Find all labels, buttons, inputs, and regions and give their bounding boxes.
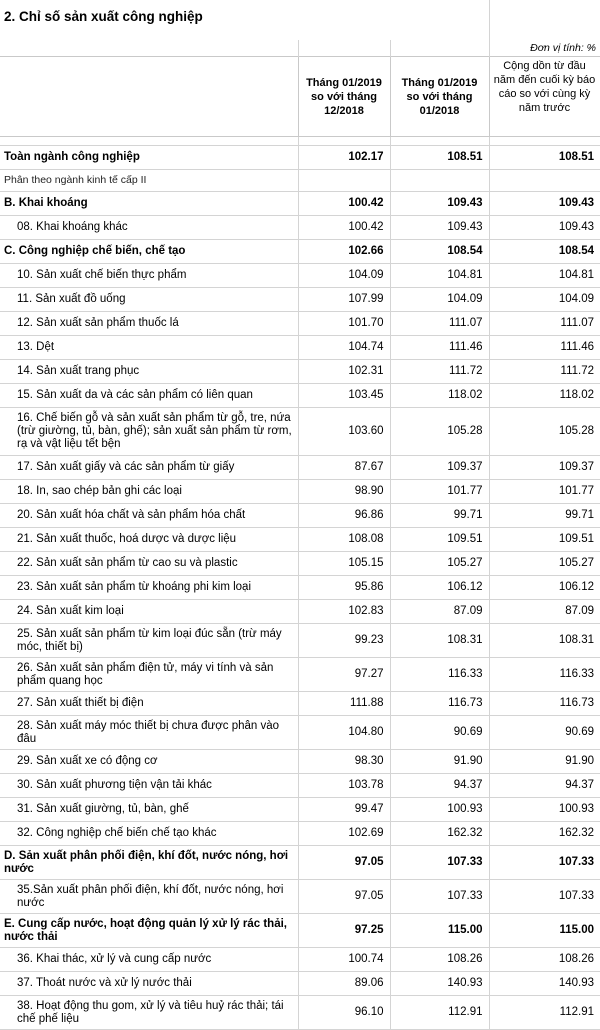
value-month-vs-prev-month xyxy=(298,170,390,192)
row-label: 29. Sản xuất xe có động cơ xyxy=(0,750,298,774)
table-row xyxy=(0,914,600,948)
row-label: 21. Sản xuất thuốc, hoá dược và dược liệu xyxy=(0,528,298,552)
value-cumulative: 101.77 xyxy=(489,480,600,504)
value-month-vs-same-month: 105.28 xyxy=(390,408,489,456)
table-row xyxy=(0,170,600,192)
value-cumulative: 109.43 xyxy=(489,192,600,216)
value-month-vs-prev-month: 103.78 xyxy=(298,774,390,798)
row-label: 24. Sản xuất kim loại xyxy=(0,600,298,624)
value-month-vs-same-month: 105.27 xyxy=(390,552,489,576)
table-row xyxy=(0,624,600,658)
row-label: 37. Thoát nước và xử lý nước thải xyxy=(0,972,298,996)
row-label: 26. Sản xuất sản phẩm điện tử, máy vi tính và sản phẩm quang học xyxy=(0,658,298,692)
value-cumulative: 116.73 xyxy=(489,692,600,716)
table-row xyxy=(0,240,600,264)
row-label: 30. Sản xuất phương tiện vận tải khác xyxy=(0,774,298,798)
value-month-vs-prev-month: 97.05 xyxy=(298,846,390,880)
row-label: 08. Khai khoáng khác xyxy=(0,216,298,240)
value-month-vs-same-month: 90.69 xyxy=(390,716,489,750)
value-month-vs-prev-month: 104.80 xyxy=(298,716,390,750)
row-label: 23. Sản xuất sản phẩm từ khoáng phi kim loại xyxy=(0,576,298,600)
row-label: 28. Sản xuất máy móc thiết bị chưa được phân vào đâu xyxy=(0,716,298,750)
row-label: Phân theo ngành kinh tế cấp II xyxy=(0,170,298,192)
value-month-vs-prev-month: 98.90 xyxy=(298,480,390,504)
value-month-vs-prev-month: 101.70 xyxy=(298,312,390,336)
row-label: 27. Sản xuất thiết bị điện xyxy=(0,692,298,716)
value-month-vs-same-month: 111.46 xyxy=(390,336,489,360)
value-cumulative: 109.43 xyxy=(489,216,600,240)
row-label: 32. Công nghiệp chế biến chế tạo khác xyxy=(0,822,298,846)
value-month-vs-same-month: 108.51 xyxy=(390,146,489,170)
header-col-3: Tháng 01/2019 so với tháng 01/2018 xyxy=(390,57,489,137)
value-cumulative: 100.93 xyxy=(489,798,600,822)
value-month-vs-prev-month: 87.67 xyxy=(298,456,390,480)
table-row xyxy=(0,798,600,822)
value-month-vs-same-month: 112.91 xyxy=(390,996,489,1030)
row-label: 18. In, sao chép bản ghi các loại xyxy=(0,480,298,504)
value-month-vs-same-month: 109.37 xyxy=(390,456,489,480)
value-cumulative: 118.02 xyxy=(489,384,600,408)
header-col-4: Cộng dồn từ đầu năm đến cuối kỳ báo cáo so với cùng kỳ năm trước xyxy=(489,57,600,137)
value-month-vs-prev-month: 105.15 xyxy=(298,552,390,576)
value-month-vs-prev-month: 97.05 xyxy=(298,880,390,914)
value-month-vs-prev-month: 102.83 xyxy=(298,600,390,624)
header-col-2: Tháng 01/2019 so với tháng 12/2018 xyxy=(298,57,390,137)
value-month-vs-prev-month: 98.30 xyxy=(298,750,390,774)
value-cumulative: 111.72 xyxy=(489,360,600,384)
value-month-vs-same-month: 87.09 xyxy=(390,600,489,624)
row-label: 31. Sản xuất giường, tủ, bàn, ghế xyxy=(0,798,298,822)
value-month-vs-same-month: 111.07 xyxy=(390,312,489,336)
table-row xyxy=(0,480,600,504)
value-cumulative: 108.31 xyxy=(489,624,600,658)
value-month-vs-same-month: 99.71 xyxy=(390,504,489,528)
value-month-vs-prev-month: 108.08 xyxy=(298,528,390,552)
row-label: 10. Sản xuất chế biến thực phẩm xyxy=(0,264,298,288)
table-row xyxy=(0,146,600,170)
table-row xyxy=(0,552,600,576)
value-cumulative: 116.33 xyxy=(489,658,600,692)
table-row xyxy=(0,384,600,408)
value-cumulative: 105.27 xyxy=(489,552,600,576)
table-row xyxy=(0,774,600,798)
table-row xyxy=(0,846,600,880)
value-month-vs-prev-month: 97.25 xyxy=(298,914,390,948)
value-month-vs-prev-month: 103.60 xyxy=(298,408,390,456)
value-cumulative: 108.26 xyxy=(489,948,600,972)
table-row xyxy=(0,216,600,240)
value-month-vs-prev-month: 102.31 xyxy=(298,360,390,384)
row-label: 35.Sản xuất phân phối điện, khí đốt, nước nóng, hơi nước xyxy=(0,880,298,914)
value-month-vs-same-month: 108.54 xyxy=(390,240,489,264)
value-month-vs-same-month: 140.93 xyxy=(390,972,489,996)
value-cumulative: 99.71 xyxy=(489,504,600,528)
table-row xyxy=(0,972,600,996)
value-month-vs-same-month: 100.93 xyxy=(390,798,489,822)
value-cumulative: 104.09 xyxy=(489,288,600,312)
value-month-vs-prev-month: 100.42 xyxy=(298,216,390,240)
table-row xyxy=(0,750,600,774)
table-row xyxy=(0,600,600,624)
value-month-vs-prev-month: 97.27 xyxy=(298,658,390,692)
value-month-vs-prev-month: 99.23 xyxy=(298,624,390,658)
value-cumulative: 107.33 xyxy=(489,880,600,914)
value-cumulative: 91.90 xyxy=(489,750,600,774)
value-cumulative: 111.07 xyxy=(489,312,600,336)
value-cumulative: 112.91 xyxy=(489,996,600,1030)
sheet-title: 2. Chỉ số sản xuất công nghiệp xyxy=(4,9,203,24)
table-row xyxy=(0,528,600,552)
value-month-vs-same-month: 109.43 xyxy=(390,192,489,216)
value-cumulative xyxy=(489,170,600,192)
table-row xyxy=(0,576,600,600)
value-cumulative: 108.54 xyxy=(489,240,600,264)
value-month-vs-prev-month: 102.17 xyxy=(298,146,390,170)
row-label: 15. Sản xuất da và các sản phẩm có liên quan xyxy=(0,384,298,408)
table-row xyxy=(0,948,600,972)
value-month-vs-prev-month: 103.45 xyxy=(298,384,390,408)
value-cumulative: 94.37 xyxy=(489,774,600,798)
value-month-vs-prev-month: 96.10 xyxy=(298,996,390,1030)
row-label: 13. Dệt xyxy=(0,336,298,360)
value-month-vs-prev-month: 89.06 xyxy=(298,972,390,996)
header-col-1 xyxy=(0,57,298,137)
value-month-vs-same-month: 107.33 xyxy=(390,880,489,914)
value-cumulative: 140.93 xyxy=(489,972,600,996)
value-month-vs-prev-month: 100.74 xyxy=(298,948,390,972)
row-label: 14. Sản xuất trang phục xyxy=(0,360,298,384)
value-cumulative: 87.09 xyxy=(489,600,600,624)
table-row xyxy=(0,336,600,360)
table-row xyxy=(0,312,600,336)
value-month-vs-same-month: 104.81 xyxy=(390,264,489,288)
value-month-vs-same-month: 162.32 xyxy=(390,822,489,846)
value-month-vs-prev-month: 100.42 xyxy=(298,192,390,216)
value-cumulative: 90.69 xyxy=(489,716,600,750)
table-row xyxy=(0,822,600,846)
value-month-vs-same-month: 109.51 xyxy=(390,528,489,552)
table-row xyxy=(0,716,600,750)
value-month-vs-same-month: 91.90 xyxy=(390,750,489,774)
row-label: 38. Hoạt động thu gom, xử lý và tiêu huỷ rác thải; tái chế phế liệu xyxy=(0,996,298,1030)
value-month-vs-same-month: 104.09 xyxy=(390,288,489,312)
value-month-vs-same-month: 107.33 xyxy=(390,846,489,880)
value-month-vs-same-month: 111.72 xyxy=(390,360,489,384)
table-row xyxy=(0,692,600,716)
value-month-vs-prev-month: 95.86 xyxy=(298,576,390,600)
table-row xyxy=(0,880,600,914)
value-month-vs-same-month: 108.26 xyxy=(390,948,489,972)
table-row xyxy=(0,264,600,288)
value-month-vs-same-month: 115.00 xyxy=(390,914,489,948)
table-row xyxy=(0,192,600,216)
value-month-vs-same-month: 109.43 xyxy=(390,216,489,240)
table-row xyxy=(0,996,600,1030)
value-cumulative: 104.81 xyxy=(489,264,600,288)
value-month-vs-same-month: 101.77 xyxy=(390,480,489,504)
value-month-vs-same-month: 94.37 xyxy=(390,774,489,798)
value-month-vs-prev-month: 104.09 xyxy=(298,264,390,288)
value-cumulative: 105.28 xyxy=(489,408,600,456)
row-label: D. Sản xuất phân phối điện, khí đốt, nước nóng, hơi nước xyxy=(0,846,298,880)
row-label: 12. Sản xuất sản phẩm thuốc lá xyxy=(0,312,298,336)
row-label: 16. Chế biến gỗ và sản xuất sản phẩm từ gỗ, tre, nứa (trừ giường, tủ, bàn, ghế); sản xuất sản phẩm từ rơm, rạ và vật liệu tết bện xyxy=(0,408,298,456)
table-row xyxy=(0,288,600,312)
value-month-vs-prev-month: 102.69 xyxy=(298,822,390,846)
value-cumulative: 115.00 xyxy=(489,914,600,948)
value-month-vs-same-month: 118.02 xyxy=(390,384,489,408)
value-cumulative: 111.46 xyxy=(489,336,600,360)
row-label: B. Khai khoáng xyxy=(0,192,298,216)
value-cumulative: 107.33 xyxy=(489,846,600,880)
row-label: 20. Sản xuất hóa chất và sản phẩm hóa chất xyxy=(0,504,298,528)
value-month-vs-same-month: 108.31 xyxy=(390,624,489,658)
value-month-vs-prev-month: 104.74 xyxy=(298,336,390,360)
value-month-vs-same-month: 116.33 xyxy=(390,658,489,692)
value-month-vs-same-month: 106.12 xyxy=(390,576,489,600)
value-month-vs-prev-month: 99.47 xyxy=(298,798,390,822)
value-month-vs-prev-month: 107.99 xyxy=(298,288,390,312)
row-label: 22. Sản xuất sản phẩm từ cao su và plastic xyxy=(0,552,298,576)
table-row xyxy=(0,456,600,480)
unit-label: Đơn vị tính: % xyxy=(489,40,600,57)
value-cumulative: 109.37 xyxy=(489,456,600,480)
row-label: 11. Sản xuất đồ uống xyxy=(0,288,298,312)
value-month-vs-prev-month: 102.66 xyxy=(298,240,390,264)
value-cumulative: 109.51 xyxy=(489,528,600,552)
row-label: C. Công nghiệp chế biến, chế tạo xyxy=(0,240,298,264)
value-month-vs-same-month: 116.73 xyxy=(390,692,489,716)
row-label: 36. Khai thác, xử lý và cung cấp nước xyxy=(0,948,298,972)
value-month-vs-same-month xyxy=(390,170,489,192)
row-label: E. Cung cấp nước, hoạt động quản lý xử lý rác thải, nước thải xyxy=(0,914,298,948)
value-month-vs-prev-month: 111.88 xyxy=(298,692,390,716)
value-month-vs-prev-month: 96.86 xyxy=(298,504,390,528)
row-label: 25. Sản xuất sản phẩm từ kim loại đúc sẵn (trừ máy móc, thiết bị) xyxy=(0,624,298,658)
value-cumulative: 106.12 xyxy=(489,576,600,600)
value-cumulative: 162.32 xyxy=(489,822,600,846)
value-cumulative: 108.51 xyxy=(489,146,600,170)
row-label: Toàn ngành công nghiệp xyxy=(0,146,298,170)
table-row xyxy=(0,658,600,692)
header-row xyxy=(0,57,600,137)
table-row xyxy=(0,504,600,528)
table-row xyxy=(0,360,600,384)
row-label: 17. Sản xuất giấy và các sản phẩm từ giấy xyxy=(0,456,298,480)
table-row xyxy=(0,408,600,456)
